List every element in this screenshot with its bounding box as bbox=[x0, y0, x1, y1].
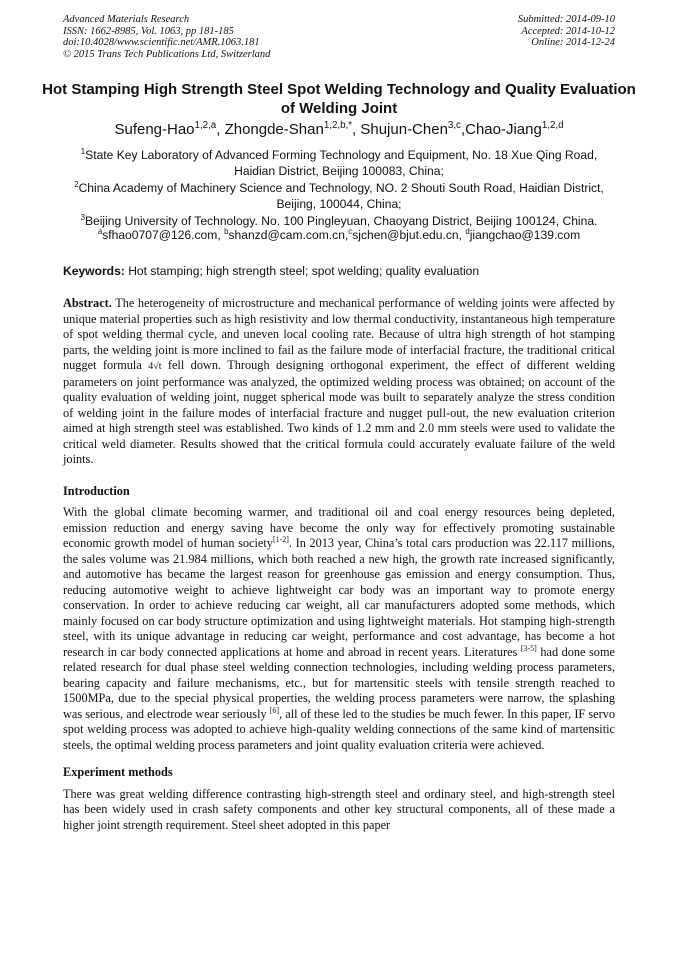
email-link[interactable]: shanzd@cam.com.cn, bbox=[228, 228, 349, 242]
submitted-date: Submitted: 2014-09-10 bbox=[517, 14, 615, 25]
citation-ref[interactable]: [3-5] bbox=[520, 643, 537, 653]
author-name: Chao-Jiang bbox=[465, 121, 542, 138]
affiliation-sup: 3 bbox=[80, 212, 85, 222]
abstract-label: Abstract. bbox=[63, 296, 112, 310]
paper-body bbox=[63, 296, 615, 833]
author-name: Shujun-Chen bbox=[360, 121, 448, 138]
author-name: Sufeng-Hao bbox=[114, 121, 195, 138]
email-link[interactable]: sfhao0707@126.com, bbox=[102, 228, 225, 242]
experiment-heading: Experiment methods bbox=[63, 765, 173, 779]
keywords-label: Keywords: bbox=[63, 264, 125, 278]
accepted-date: Accepted: 2014-10-12 bbox=[521, 25, 615, 37]
author-separator: , bbox=[216, 121, 225, 138]
affiliation-text: Beijing University of Technology. No. 100 Pingleyuan, Chaoyang District, Beijing 100124, China. bbox=[84, 214, 598, 228]
affiliation-list bbox=[63, 148, 615, 232]
copyright-line: © 2015 Trans Tech Publications Ltd, Switzerland bbox=[63, 48, 271, 60]
experiment-paragraph: There was great welding difference contrasting high-strength steel and ordinary steel, and high-strength steel has been widely used in crash safety components and other key structural components, all of these made a higher joint strength requirement. Steel sheet adopted in this paper bbox=[63, 786, 615, 832]
journal-info bbox=[63, 14, 270, 60]
affiliation-2 bbox=[63, 181, 615, 212]
citation-ref[interactable]: [1-2] bbox=[272, 534, 289, 544]
intro-text: , all of these led to the studies be much fewer. In this paper, IF servo spot welding process was adopted to achieve high-quality welding connections of the same kind of martensitic steels, the optimal welding process parameters and joint quality evaluation criteria were achieved. bbox=[63, 706, 615, 752]
citation-ref[interactable]: [6] bbox=[269, 705, 280, 715]
affiliation-text: State Key Laboratory of Advanced Forming Technology and Equipment, No. 18 Xue Qing Road, Haidian District, Beijing 100083, China; bbox=[85, 148, 598, 178]
abstract-text: The heterogeneity of microstructure and mechanical performance of welding joints were affected by unique material properties such as high resistivity and low thermal conductivity, instantaneous high temperature of spot welding thermal cycle, and uneven local cooling rate. Because of ultra high strength of hot stamping parts, the welding joint is more inclined to fail as the failure mode of interfacial fracture, the traditional critical nugget formula bbox=[63, 296, 615, 372]
keywords-line bbox=[63, 264, 615, 278]
author-separator: , bbox=[352, 121, 361, 138]
email-sup: b bbox=[224, 226, 229, 236]
paper-title: Hot Stamping High Strength Steel Spot Welding Technology and Quality Evaluation of Welding Joint bbox=[42, 81, 636, 117]
email-link[interactable]: sjchen@bjut.edu.cn, bbox=[352, 228, 466, 242]
publication-dates bbox=[518, 14, 615, 49]
nugget-formula: 4√t bbox=[148, 361, 162, 372]
affiliation-1 bbox=[63, 148, 615, 179]
introduction-heading: Introduction bbox=[63, 483, 130, 498]
author-name: Zhongde-Shan bbox=[224, 121, 324, 138]
author-affil-sup: 1,2,d bbox=[541, 120, 564, 131]
abstract-paragraph bbox=[63, 296, 615, 468]
author-affil-sup: 1,2,b,* bbox=[323, 120, 353, 131]
email-sup: a bbox=[97, 226, 103, 236]
intro-text: had done some related research for dual phase steel welding connection technologies, including welding process parameters, bearing capacity and failure mechanisms, etc., but for martensitic steels with tensile strength reached to 1500MPa, due to the special physical properties, the welding process parameters were narrow, the splashing was serious, and electrode wear seriously bbox=[63, 644, 615, 721]
email-link[interactable]: jiangchao@139.com bbox=[469, 228, 581, 242]
email-list bbox=[40, 228, 638, 242]
author-separator: , bbox=[460, 121, 466, 138]
doi-line: doi:10.4028/www.scientific.net/AMR.1063.181 bbox=[63, 37, 260, 48]
issn-line: ISSN: 1662-8985, Vol. 1063, pp 181-185 bbox=[63, 25, 234, 37]
affiliation-sup: 1 bbox=[80, 146, 86, 156]
journal-name: Advanced Materials Research bbox=[63, 14, 190, 25]
introduction-paragraph bbox=[63, 505, 615, 753]
author-list bbox=[20, 121, 658, 139]
intro-text: With the global climate becoming warmer, and traditional oil and coal energy resources being depleted, emission reduction and energy saving have become the only way for effectively promoting sustainable economic growth model of human society bbox=[63, 505, 615, 550]
author-affil-sup: 1,2,a bbox=[194, 120, 217, 131]
abstract-text: fell down. Through designing orthogonal experiment, the effect of different welding parameters on joint performance was analyzed, the optimized welding process was obtained; on account of the quality evaluation of welding joint, nugget spherical mode was built to separately analyze the stress condition of welding joint in the failure modes of interfacial fracture and nugget pull-out, the new evaluation criterion aimed at high strength steel was established. Two kinds of 1.2 mm and 2.0 mm steels were used to validate the critical weld diameter. Results showed that the critical formula could accurately evaluate failure of the weld joints. bbox=[63, 358, 615, 466]
email-sup: d bbox=[465, 226, 470, 236]
keywords-text: Hot stamping; high strength steel; spot welding; quality evaluation bbox=[124, 264, 480, 278]
affiliation-sup: 2 bbox=[74, 179, 79, 189]
section-spacer bbox=[63, 468, 615, 484]
online-date: Online: 2014-12-24 bbox=[531, 37, 615, 48]
author-affil-sup: 3,c bbox=[447, 120, 461, 131]
intro-text: . In 2013 year, China’s total cars production was 22.117 millions, the sales volume was 21.984 millions, which both reached a new high, the growth rate increased significantly, and automotive has became the largest reason for greenhouse gas emission and energy consumption. Thus, reducing automotive weight to achieve lightweight car body was an important way to promote energy conservation. In order to achieve reducing car weight, all car manufacturers adopted some methods, which mainly focused on car body structure optimization and using lightweight materials. Hot stamping high-strength steel, with its unique advantage in reducing car weight, performance and cost advantage, has become a hot research in car body connected applications at home and abroad in recent years. Literatures bbox=[63, 536, 615, 659]
section-spacer bbox=[63, 753, 615, 765]
email-sup: c bbox=[348, 226, 353, 236]
affiliation-text: China Academy of Machinery Science and Technology, NO. 2 Shouti South Road, Haidian District, Beijing, 100044, China; bbox=[78, 181, 604, 211]
